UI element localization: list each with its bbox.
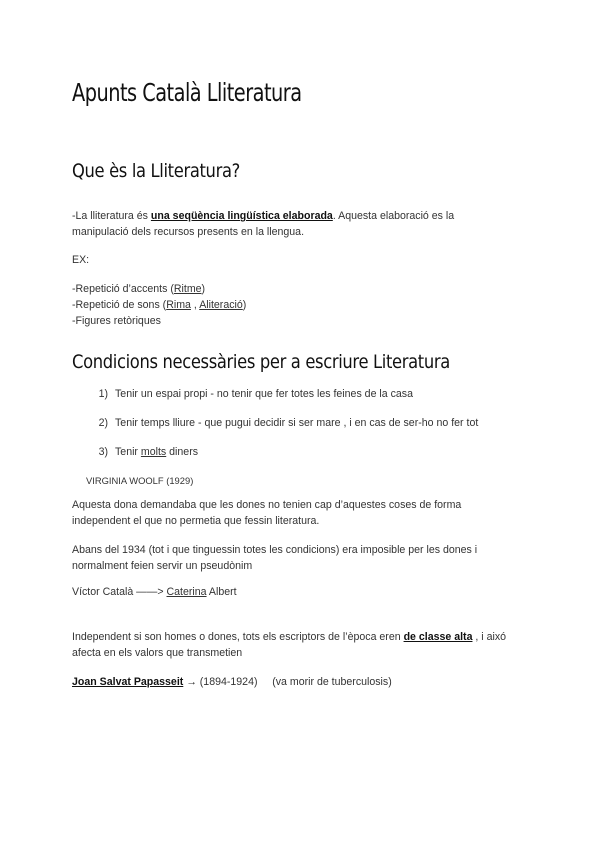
intro-text: -La lliteratura és xyxy=(72,210,151,222)
document-title: Apunts Català Lliteratura xyxy=(72,78,302,107)
example-item-ritme xyxy=(72,281,205,297)
example-item-figures: -Figures retòriques xyxy=(72,315,161,327)
example-item-separator: , xyxy=(190,299,200,311)
list-number: 3) xyxy=(98,446,108,458)
list-item-text: Tenir xyxy=(115,446,141,458)
intro-paragraph-line1 xyxy=(72,208,454,224)
example-item-close: ) xyxy=(201,283,206,295)
section-heading-condicions: Condicions necessàries per a escriure Literatura xyxy=(72,351,450,373)
example-item-text: -Repetició de sons ( xyxy=(72,299,167,311)
intro-text-end: . Aquesta elaboració es la xyxy=(332,210,455,222)
paragraph-2-line2: normalment feien servir un pseudònim xyxy=(72,560,253,572)
list-number: 1) xyxy=(98,388,108,400)
condition-item-3 xyxy=(72,444,198,460)
section-heading-literatura: Que ès la Lliteratura? xyxy=(72,160,240,182)
pseudonym-text-end: Albert xyxy=(206,586,237,598)
list-item-text: Tenir temps lliure - que pugui decidir si ser mare , i en cas de ser-ho no fer tot xyxy=(115,417,479,429)
list-item-text: Tenir un espai propi - no tenir que fer totes les feines de la casa xyxy=(115,388,413,400)
paragraph-1-line2: independent el que no permetia que fessin literatura. xyxy=(72,515,320,527)
list-item-text-end: diners xyxy=(166,446,199,458)
example-item-text: -Repetició d’accents ( xyxy=(72,283,174,295)
intro-paragraph-line2: manipulació dels recursos presents en la llengua. xyxy=(72,226,305,238)
pseudonym-line xyxy=(72,584,237,600)
example-item-sons xyxy=(72,297,246,313)
rima-link[interactable]: Rima xyxy=(166,299,191,311)
paragraph-text-end: , i aixó xyxy=(472,631,507,643)
author-dates: → (1894-1924) (va morir de tuberculosis) xyxy=(183,676,392,688)
classe-alta-bold: de classe alta xyxy=(403,631,473,643)
example-item-close: ) xyxy=(242,299,247,311)
paragraph-2-line1: Abans del 1934 (tot i que tinguessin totes les condicions) era imposible per les dones i xyxy=(72,544,478,556)
author-line xyxy=(72,674,392,690)
condition-item-1 xyxy=(72,386,413,402)
source-citation: VIRGINIA WOOLF (1929) xyxy=(86,475,194,486)
molts-link[interactable]: molts xyxy=(140,446,167,458)
example-label: EX: xyxy=(72,254,90,266)
paragraph-text: Independent si son homes o dones, tots els escriptors de l’època eren xyxy=(72,631,404,643)
ritme-link[interactable]: Ritme xyxy=(173,283,202,295)
list-number: 2) xyxy=(98,417,108,429)
intro-bold-term: una seqüència lingüística elaborada xyxy=(150,210,333,222)
pseudonym-text: Víctor Català ——> xyxy=(72,586,167,598)
aliteracio-link[interactable]: Aliteració xyxy=(199,299,243,311)
paragraph-1-line1: Aquesta dona demandaba que les dones no tenien cap d’aquestes coses de forma xyxy=(72,499,462,511)
caterina-link[interactable]: Caterina xyxy=(166,586,207,598)
paragraph-3-line1 xyxy=(72,629,506,645)
condition-item-2 xyxy=(72,415,478,431)
paragraph-3-line2: afecta en els valors que transmetien xyxy=(72,647,243,659)
author-name: Joan Salvat Papasseit xyxy=(72,676,184,688)
